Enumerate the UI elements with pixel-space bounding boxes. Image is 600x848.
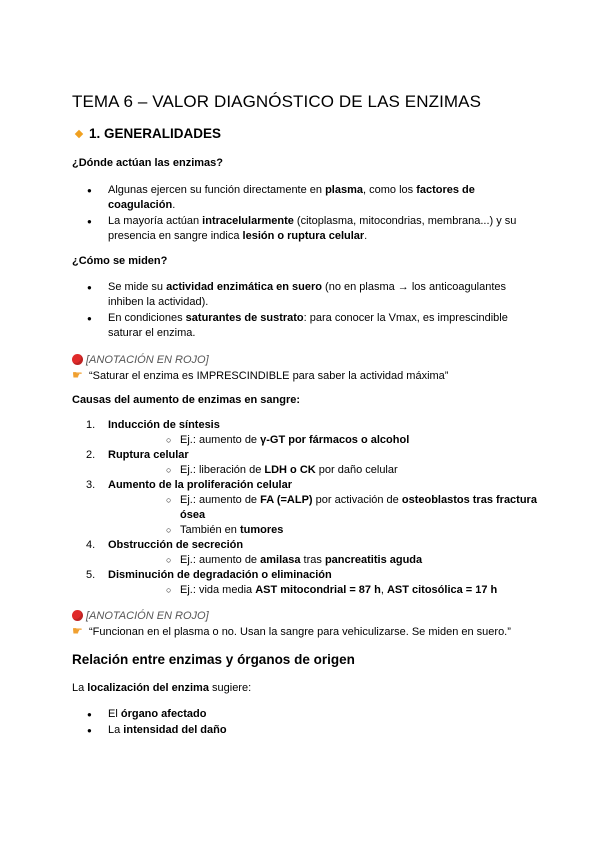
list-item: ● En condiciones saturantes de sustrato: para conocer la Vmax, es imprescindible saturar el enzima. <box>72 311 518 341</box>
cause-item <box>72 568 560 598</box>
list-item: ● Algunas ejercen su función directamente en plasma, como los factores de coagulación. <box>72 183 518 213</box>
cause-example: ○ También en tumores <box>108 523 560 538</box>
orange-diamond-icon <box>75 130 83 138</box>
cause-title: Obstrucción de secreción <box>108 539 244 551</box>
list-item: ● La mayoría actúan intracelularmente (citoplasma, mitocondrias, membrana...) y su presencia en sangre indica lesión o ruptura celular. <box>72 214 518 244</box>
cause-title: Disminución de degradación o eliminación <box>108 569 332 581</box>
cause-number: 5. <box>86 569 96 581</box>
cause-number: 3. <box>86 479 96 491</box>
question-donde-actuan: ¿Dónde actúan las enzimas? <box>72 157 223 169</box>
list-item: ● Se mide su actividad enzimática en suero (no en plasma → los anticoagulantes inhiben la actividad). <box>72 280 518 310</box>
relation-heading: Relación entre enzimas y órganos de origen <box>72 652 355 667</box>
cause-number: 4. <box>86 539 96 551</box>
relation-list <box>72 707 518 738</box>
pointing-hand-icon: ☛ <box>72 368 83 382</box>
list-item: ● El órgano afectado <box>72 707 518 722</box>
cause-example: ○ Ej.: liberación de LDH o CK por daño celular <box>108 463 560 478</box>
cause-number: 2. <box>86 449 96 461</box>
cause-number: 1. <box>86 419 96 431</box>
red-circle-icon <box>72 354 83 365</box>
cause-item <box>72 418 560 448</box>
red-circle-icon <box>72 610 83 621</box>
bullet-list-como-se-miden <box>72 280 518 341</box>
relation-intro: La localización del enzima sugiere: <box>72 682 252 694</box>
cause-item <box>72 448 560 478</box>
section-heading-generalidades <box>76 126 221 141</box>
annotation-2-quote: ☛ “Funcionan en el plasma o no. Usan la sangre para vehiculizarse. Se miden en suero.” <box>72 624 511 638</box>
cause-example: ○ Ej.: vida media AST mitocondrial = 87 h, AST citosólica = 17 h <box>108 583 560 598</box>
cause-example: ○ Ej.: aumento de FA (=ALP) por activación de osteoblastos tras fractura ósea <box>108 493 560 523</box>
cause-example: ○ Ej.: aumento de γ-GT por fármacos o alcohol <box>108 433 560 448</box>
section-label: 1. GENERALIDADES <box>89 126 222 141</box>
cause-title: Ruptura celular <box>108 449 189 461</box>
list-item: ● La intensidad del daño <box>72 723 518 738</box>
bullet-list-donde-actuan <box>72 183 518 244</box>
cause-item <box>72 478 560 538</box>
page-title: TEMA 6 – VALOR DIAGNÓSTICO DE LAS ENZIMAS <box>72 92 482 111</box>
annotation-label: [ANOTACIÓN EN ROJO] <box>86 354 209 366</box>
causes-list <box>72 418 560 598</box>
causes-heading: Causas del aumento de enzimas en sangre: <box>72 394 301 406</box>
cause-title: Aumento de la proliferación celular <box>108 479 292 491</box>
cause-title: Inducción de síntesis <box>108 419 220 431</box>
cause-item <box>72 538 560 568</box>
annotation-1-quote: ☛ “Saturar el enzima es IMPRESCINDIBLE para saber la actividad máxima” <box>72 368 449 382</box>
annotation-label: [ANOTACIÓN EN ROJO] <box>86 610 209 622</box>
cause-example: ○ Ej.: aumento de amilasa tras pancreatitis aguda <box>108 553 560 568</box>
question-como-se-miden: ¿Cómo se miden? <box>72 255 168 267</box>
pointing-hand-icon: ☛ <box>72 624 83 638</box>
